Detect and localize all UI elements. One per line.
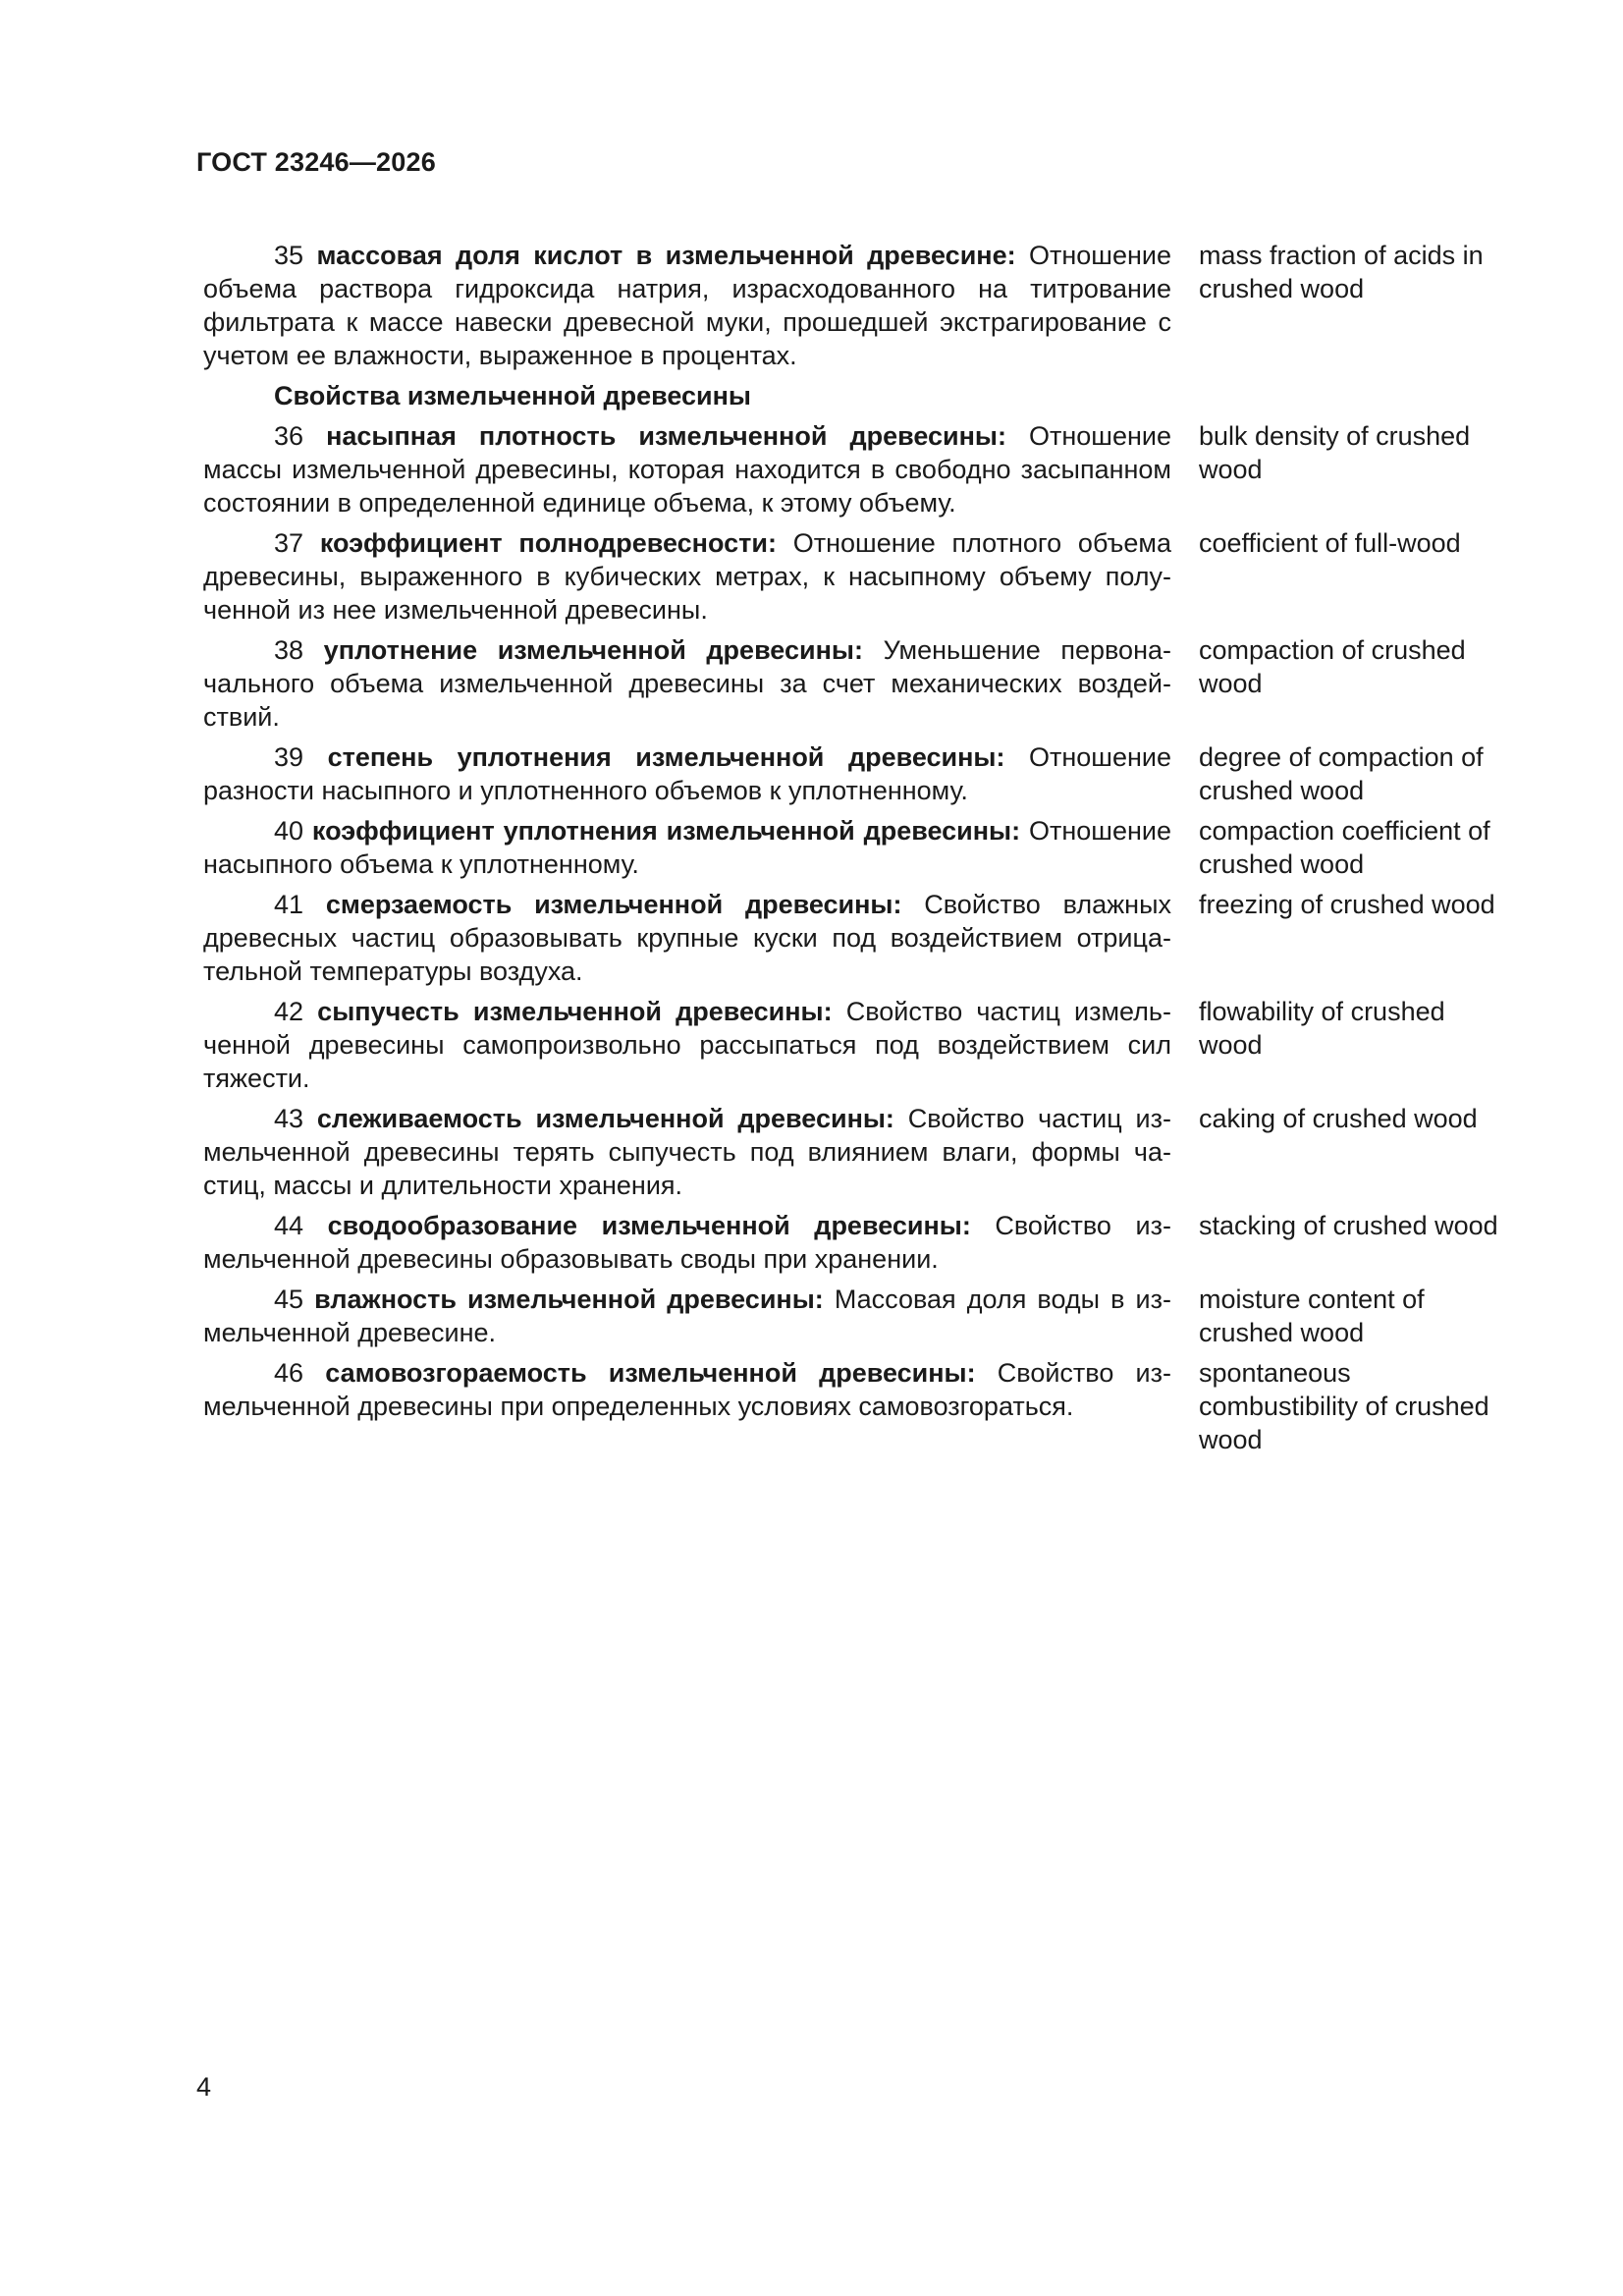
term-definition-ru xyxy=(203,419,1171,519)
term-definition-text: Отношение плотного объема древесины, выраженного в кубических метрах, к насыпному объему полученной из нее измельченной древесины. xyxy=(203,528,1171,625)
term-entry xyxy=(203,526,1509,627)
section-title: Свойства измельченной древесины xyxy=(274,381,751,410)
term-english: stacking of crushed wood xyxy=(1199,1211,1498,1240)
term-definition-ru xyxy=(203,888,1171,988)
term-number: 44 xyxy=(274,1211,304,1240)
term-number: 43 xyxy=(274,1104,304,1133)
term-name: коэффициент уплотнения измельченной древесины: xyxy=(311,816,1021,846)
term-english: degree of compaction of crushed wood xyxy=(1199,742,1484,805)
term-number: 39 xyxy=(274,742,304,772)
term-number: 37 xyxy=(274,528,304,558)
term-definition-ru xyxy=(203,1283,1171,1349)
term-definition-text: Свойство влажных древесных частиц образовывать крупные куски под воздействием отрицательной температуры воздуха. xyxy=(203,890,1171,986)
term-definition-ru xyxy=(203,239,1171,372)
term-entry xyxy=(203,995,1509,1095)
term-definition-text: Свойство частиц измельченной древесины терять сыпучесть под влиянием влаги, формы частиц, массы и длительности хранения. xyxy=(203,1104,1171,1200)
term-definition-text: Отношение массы измельченной древесины, которая находится в свободно засыпанном состоянии в определенной единице объема, к этому объему. xyxy=(203,421,1171,518)
term-english: flowability of crushed wood xyxy=(1199,997,1445,1060)
term-definition-ru xyxy=(203,526,1171,627)
term-definition-ru xyxy=(203,740,1171,807)
term-definition-text: Свойство измельченной древесины при определенных условиях самовозгораться. xyxy=(203,1358,1171,1421)
term-definition-text: Свойство измельченной древесины образовывать своды при хранении. xyxy=(203,1211,1171,1274)
term-definition-ru xyxy=(203,1102,1171,1202)
term-number: 42 xyxy=(274,997,304,1026)
term-definition-text: Отношение объема раствора гидроксида натрия, израсходованного на титрование фильтрата к массе навески древесной муки, прошедшей экстрагирование с учетом ее влажности, выраженное в процентах. xyxy=(203,241,1171,370)
term-english: spontaneous combustibility of crushed wood xyxy=(1199,1358,1489,1454)
term-entry xyxy=(203,1356,1509,1456)
term-entry xyxy=(203,419,1509,519)
term-definition-ru xyxy=(203,995,1171,1095)
term-definition-text: Отношение разности насыпного и уплотненного объемов к уплотненному. xyxy=(203,742,1171,805)
term-number: 46 xyxy=(274,1358,304,1388)
term-definition-ru xyxy=(203,814,1171,881)
term-number: 40 xyxy=(274,816,304,846)
term-entry xyxy=(203,633,1509,734)
term-english: caking of crushed wood xyxy=(1199,1104,1478,1133)
term-name: массовая доля кислот в измельченной древесине: xyxy=(316,241,1016,270)
term-definition-ru xyxy=(203,633,1171,734)
document-header: ГОСТ 23246—2026 xyxy=(196,147,436,177)
term-entry xyxy=(203,740,1509,807)
term-number: 36 xyxy=(274,421,304,451)
term-number: 41 xyxy=(274,890,304,919)
term-english: mass fraction of acids in crushed wood xyxy=(1199,241,1484,303)
terms-list xyxy=(203,239,1509,1463)
term-definition-text: Уменьшение первоначального объема измельченной древесины за счет механических воздействий. xyxy=(203,635,1171,732)
term-definition-ru xyxy=(203,1209,1171,1276)
term-definition-text: Отношение насыпного объема к уплотненному. xyxy=(203,816,1171,879)
term-name: слеживаемость измельченной древесины: xyxy=(316,1104,894,1133)
term-number: 38 xyxy=(274,635,304,665)
page-number: 4 xyxy=(196,2072,212,2102)
term-english: bulk density of crushed wood xyxy=(1199,421,1471,484)
term-entry xyxy=(203,814,1509,881)
term-entry xyxy=(203,1283,1509,1349)
term-number: 35 xyxy=(274,241,304,270)
term-english: moisture content of crushed wood xyxy=(1199,1285,1425,1347)
term-definition-text: Свойство частиц измельченной древесины самопроизвольно рассыпаться под воздействием сил тяжести. xyxy=(203,997,1171,1093)
term-english: compaction of crushed wood xyxy=(1199,635,1466,698)
term-entry xyxy=(203,888,1509,988)
term-name: уплотнение измельченной древесины: xyxy=(323,635,863,665)
term-english: freezing of crushed wood xyxy=(1199,890,1495,919)
term-name: влажность измельченной древесины: xyxy=(314,1285,824,1314)
term-name: коэффициент полнодревесности: xyxy=(319,528,777,558)
pre-section-entries xyxy=(203,239,1509,372)
term-definition-ru xyxy=(203,1356,1171,1456)
term-definition-text: Массовая доля воды в измельченной древесине. xyxy=(203,1285,1171,1347)
section-entries xyxy=(203,419,1509,1456)
term-entry xyxy=(203,239,1509,372)
term-name: насыпная плотность измельченной древесины: xyxy=(326,421,1006,451)
term-name: смерзаемость измельченной древесины: xyxy=(325,890,902,919)
term-entry xyxy=(203,1209,1509,1276)
term-english: coefficient of full-wood xyxy=(1199,528,1461,558)
term-english: compaction coefficient of crushed wood xyxy=(1199,816,1490,879)
term-number: 45 xyxy=(274,1285,304,1314)
term-name: самовозгораемость измельченной древесины: xyxy=(325,1358,976,1388)
term-name: сводообразование измельченной древесины: xyxy=(327,1211,971,1240)
term-entry xyxy=(203,1102,1509,1202)
term-name: сыпучесть измельченной древесины: xyxy=(317,997,833,1026)
term-name: степень уплотнения измельченной древесины: xyxy=(327,742,1005,772)
